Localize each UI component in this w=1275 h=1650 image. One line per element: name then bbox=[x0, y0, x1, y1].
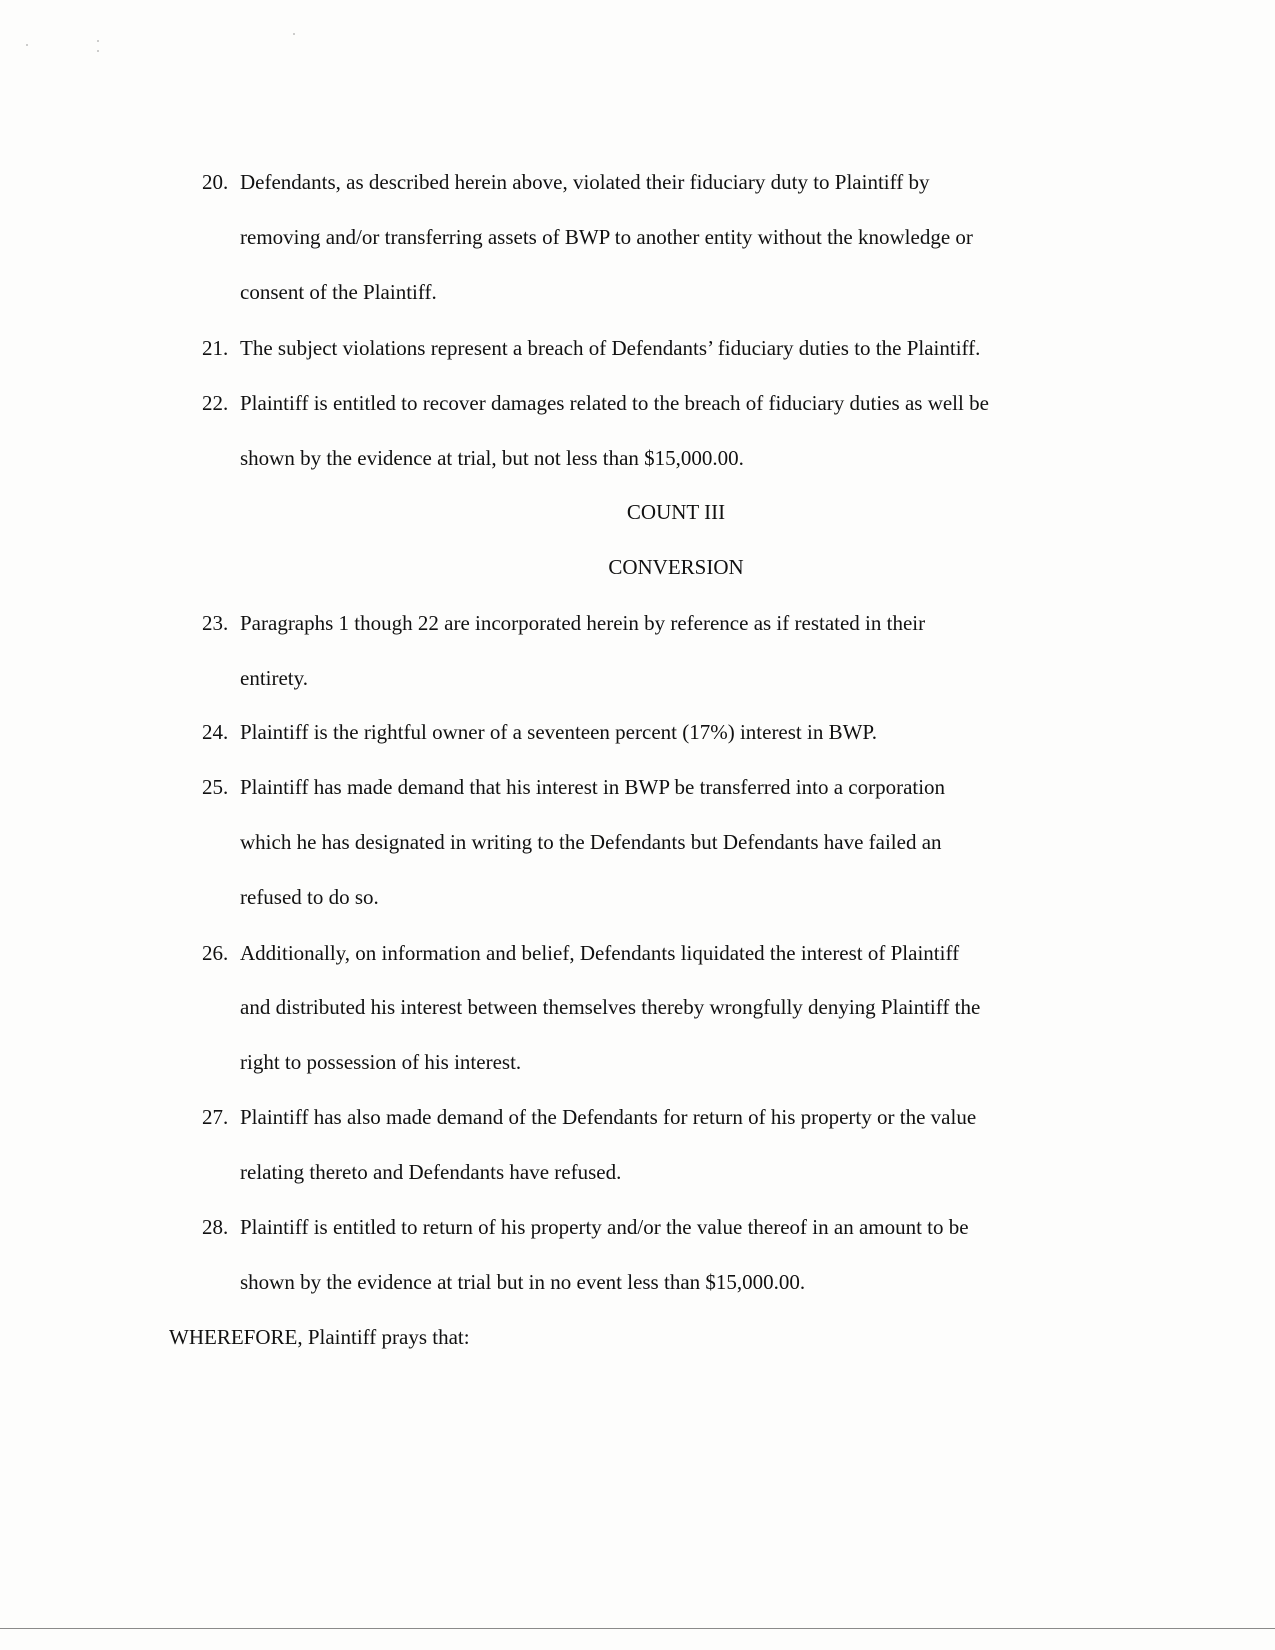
paragraph-number: 28. bbox=[202, 1215, 229, 1239]
paragraph-text-line: Plaintiff is the rightful owner of a seventeen percent (17%) interest in BWP. bbox=[240, 720, 878, 744]
paragraph-number: 21. bbox=[202, 336, 229, 360]
scan-speck bbox=[97, 50, 99, 52]
paragraph-text-line: Plaintiff is entitled to return of his property and/or the value thereof in an amount to be bbox=[240, 1215, 969, 1239]
paragraph-text-line: Plaintiff is entitled to recover damages related to the breach of fiduciary duties as well be bbox=[240, 391, 989, 415]
paragraph-text-line: relating thereto and Defendants have refused. bbox=[240, 1160, 622, 1184]
paragraph-text-line: right to possession of his interest. bbox=[240, 1050, 522, 1074]
page-bottom-edge bbox=[0, 1628, 1275, 1629]
paragraph-number: 25. bbox=[202, 775, 229, 799]
paragraph-text-line: Paragraphs 1 though 22 are incorporated herein by reference as if restated in their bbox=[240, 611, 926, 635]
paragraph-text-line: Plaintiff has also made demand of the Defendants for return of his property or the value bbox=[240, 1105, 977, 1129]
paragraph-number: 20. bbox=[202, 170, 229, 194]
count-heading: COUNT III bbox=[626, 500, 726, 524]
paragraph-text-line: shown by the evidence at trial, but not less than $15,000.00. bbox=[240, 446, 744, 470]
paragraph-text-line: Plaintiff has made demand that his interest in BWP be transferred into a corporation bbox=[240, 775, 946, 799]
scan-speck bbox=[293, 33, 295, 35]
paragraph-number: 22. bbox=[202, 391, 229, 415]
paragraph-number: 27. bbox=[202, 1105, 229, 1129]
paragraph-text-line: Additionally, on information and belief, Defendants liquidated the interest of Plaintiff bbox=[240, 941, 960, 965]
scan-speck bbox=[97, 40, 99, 42]
count-title: CONVERSION bbox=[608, 555, 744, 579]
paragraph-text-line: which he has designated in writing to the Defendants but Defendants have failed an bbox=[240, 830, 942, 854]
scan-speck bbox=[26, 44, 28, 46]
paragraph-text-line: The subject violations represent a breach of Defendants’ fiduciary duties to the Plaintiff. bbox=[240, 336, 981, 360]
paragraph-text-line: refused to do so. bbox=[240, 885, 379, 909]
paragraph-text-line: entirety. bbox=[240, 666, 309, 690]
paragraph-number: 24. bbox=[202, 720, 229, 744]
paragraph-number: 23. bbox=[202, 611, 229, 635]
wherefore-clause: WHEREFORE, Plaintiff prays that: bbox=[169, 1325, 470, 1349]
paragraph-text-line: consent of the Plaintiff. bbox=[240, 280, 437, 304]
paragraph-text-line: and distributed his interest between themselves thereby wrongfully denying Plaintiff the bbox=[240, 995, 981, 1019]
paragraph-text-line: Defendants, as described herein above, violated their fiduciary duty to Plaintiff by bbox=[240, 170, 930, 194]
paragraph-text-line: shown by the evidence at trial but in no event less than $15,000.00. bbox=[240, 1270, 806, 1294]
paragraph-text-line: removing and/or transferring assets of BWP to another entity without the knowledge or bbox=[240, 225, 973, 249]
paragraph-number: 26. bbox=[202, 941, 229, 965]
